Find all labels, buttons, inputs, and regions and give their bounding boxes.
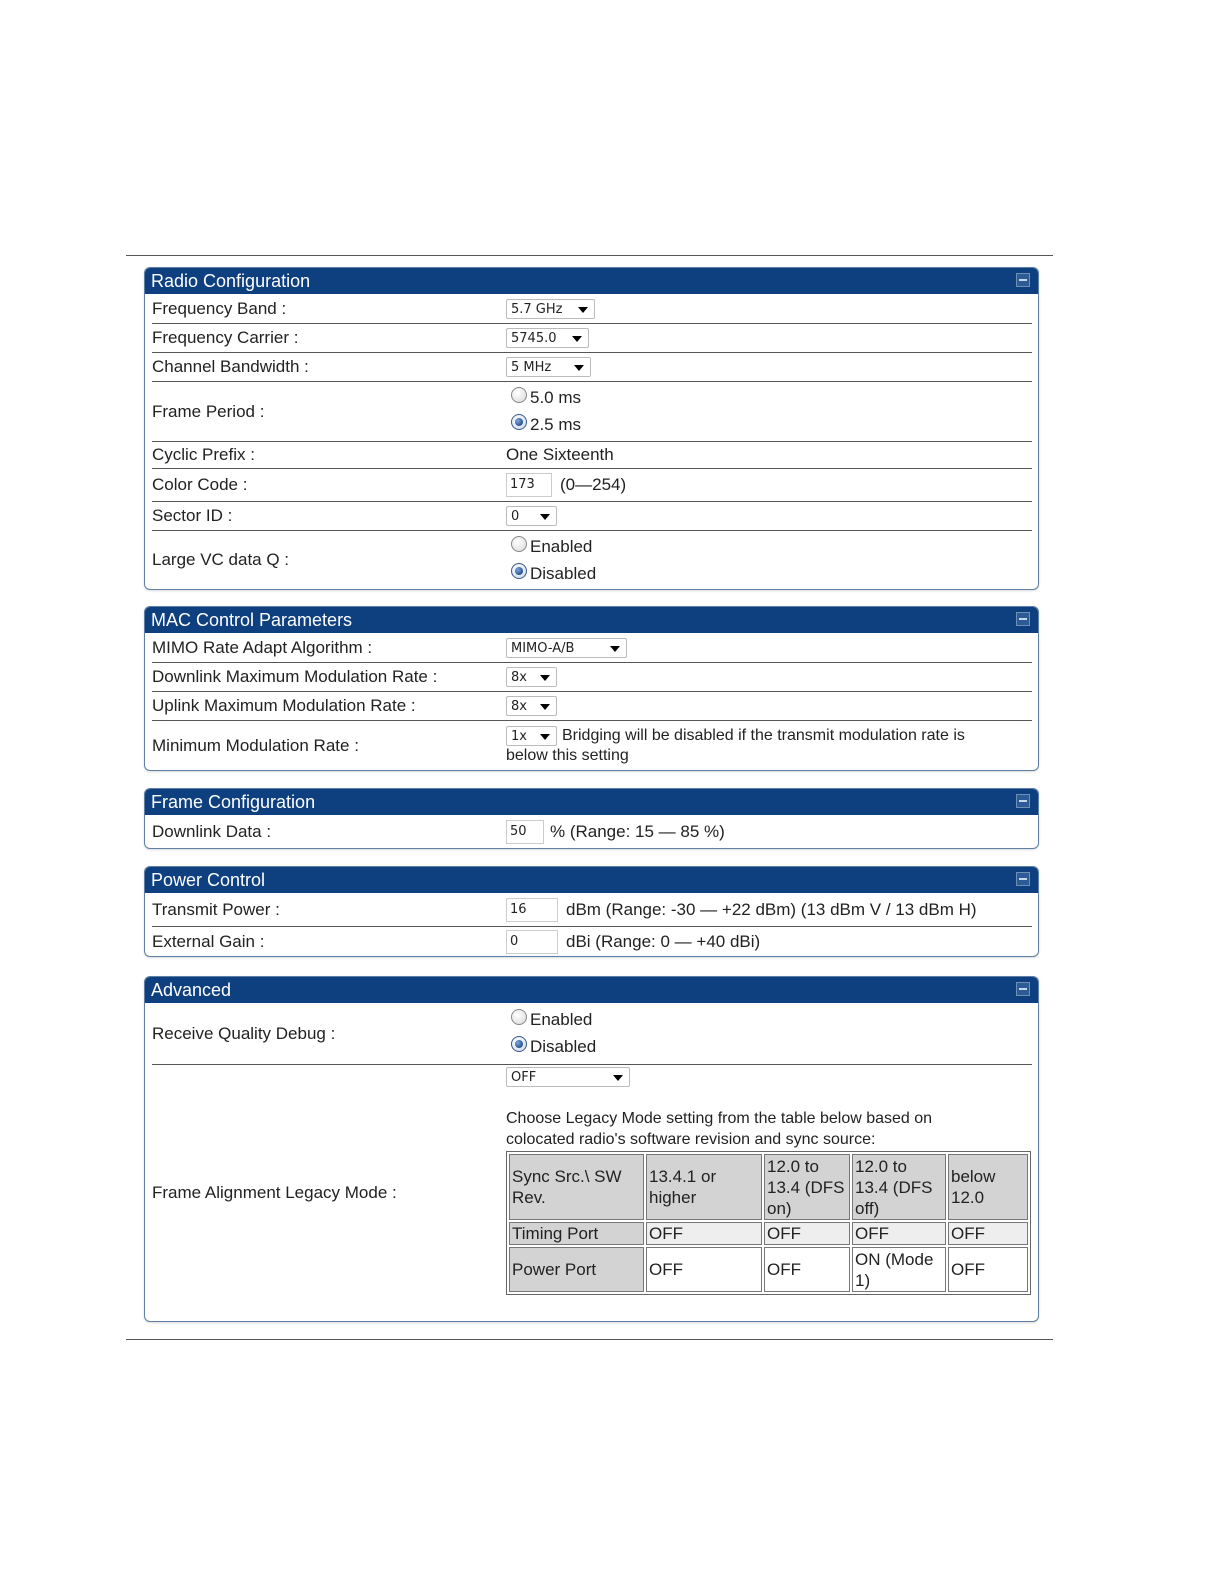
large-vc-disabled-option[interactable] — [506, 560, 596, 587]
color-code-row — [152, 469, 1032, 502]
rx-debug-disabled-option[interactable] — [506, 1034, 596, 1061]
field-label: Frame Period : — [152, 401, 265, 421]
field-label: Frame Alignment Legacy Mode : — [152, 1183, 397, 1202]
table-header-cell: Sync Src.\ SW Rev. — [509, 1154, 644, 1220]
table-header-cell: 13.4.1 or higher — [646, 1154, 762, 1220]
receive-quality-debug-row — [152, 1003, 1032, 1065]
select-value: MIMO-A/B — [511, 640, 575, 656]
frame-alignment-legacy-row — [152, 1065, 1032, 1321]
cyclic-prefix-value: One Sixteenth — [506, 445, 614, 464]
radio-label: Disabled — [530, 563, 597, 583]
table-cell: OFF — [948, 1247, 1028, 1292]
table-header-cell: 12.0 to 13.4 (DFS off) — [852, 1154, 946, 1220]
chevron-down-icon — [574, 365, 584, 371]
panel-header — [145, 977, 1038, 1003]
table-row-label: Power Port — [509, 1247, 644, 1292]
select-value: 0 — [511, 509, 520, 524]
panel-title: Frame Configuration — [151, 792, 316, 812]
select-value: 8x — [511, 670, 527, 685]
large-vc-row — [152, 531, 1032, 589]
table-header-row — [509, 1154, 1028, 1220]
table-row-label: Timing Port — [509, 1222, 644, 1245]
field-label: Downlink Data : — [152, 821, 272, 841]
field-label: Channel Bandwidth : — [152, 357, 309, 376]
uplink-max-mod-select[interactable] — [506, 696, 557, 716]
color-code-range: (0—254) — [560, 475, 627, 494]
legacy-mode-table — [506, 1151, 1031, 1295]
table-cell: OFF — [852, 1222, 946, 1245]
bottom-rule — [126, 1339, 1053, 1340]
external-gain-input[interactable]: 0 — [506, 930, 558, 954]
table-header-cell: below 12.0 — [948, 1154, 1028, 1220]
advanced-panel — [144, 976, 1039, 1322]
radio-label: 2.5 ms — [530, 415, 582, 434]
field-label: Cyclic Prefix : — [152, 445, 255, 464]
radio-label: Disabled — [530, 1037, 597, 1056]
table-header-cell: 12.0 to 13.4 (DFS on) — [764, 1154, 850, 1220]
radio-button[interactable] — [511, 1009, 527, 1025]
min-mod-rate-select[interactable] — [506, 726, 557, 746]
downlink-max-mod-select[interactable] — [506, 667, 557, 687]
panel-title: Advanced — [151, 980, 232, 1000]
large-vc-enabled-option[interactable] — [506, 533, 592, 560]
sector-id-select[interactable] — [506, 506, 557, 526]
radio-button[interactable] — [511, 387, 527, 403]
select-value: 5.7 GHz — [511, 301, 563, 317]
sector-id-row — [152, 502, 1032, 531]
table-row — [509, 1222, 1028, 1245]
legacy-note-line2: colocated radio's software revision and sync source: — [506, 1131, 876, 1148]
chevron-down-icon — [610, 646, 620, 652]
legacy-note-line1: Choose Legacy Mode setting from the table below based on — [506, 1110, 933, 1127]
table-cell: ON (Mode 1) — [852, 1247, 946, 1292]
collapse-icon[interactable] — [1016, 872, 1030, 886]
mac-control-panel — [144, 606, 1039, 771]
frequency-carrier-row — [152, 324, 1032, 353]
panel-header — [145, 789, 1038, 815]
cyclic-prefix-row — [152, 442, 1032, 469]
chevron-down-icon — [572, 336, 582, 342]
panel-title: Radio Configuration — [151, 271, 311, 291]
radio-label: Enabled — [530, 536, 593, 556]
collapse-icon[interactable] — [1016, 273, 1030, 287]
panel-header — [145, 607, 1038, 633]
radio-button[interactable] — [511, 536, 527, 552]
select-value: OFF — [511, 1070, 537, 1085]
radio-button-selected[interactable] — [511, 563, 527, 579]
frequency-band-row — [152, 294, 1032, 324]
min-mod-note-line2: below this setting — [506, 747, 629, 764]
frame-period-row — [152, 382, 1032, 442]
radio-button-selected[interactable] — [511, 1036, 527, 1052]
field-label: Frequency Carrier : — [152, 328, 299, 347]
chevron-down-icon — [578, 307, 588, 313]
mimo-rate-select[interactable] — [506, 638, 627, 658]
field-label: Minimum Modulation Rate : — [152, 735, 359, 755]
downlink-data-range: % (Range: 15 — 85 %) — [550, 821, 725, 841]
radio-configuration-panel — [144, 267, 1039, 590]
field-label: Frequency Band : — [152, 298, 287, 318]
table-cell: OFF — [646, 1247, 762, 1292]
radio-label: 5.0 ms — [530, 388, 582, 407]
external-gain-row — [152, 927, 1032, 956]
top-rule — [126, 255, 1053, 256]
table-cell: OFF — [764, 1222, 850, 1245]
channel-bandwidth-select[interactable] — [506, 357, 591, 377]
frame-period-option-5ms[interactable] — [506, 385, 581, 412]
chevron-down-icon — [540, 704, 550, 710]
table-row — [509, 1247, 1028, 1292]
field-label: Uplink Maximum Modulation Rate : — [152, 696, 416, 715]
table-cell: OFF — [764, 1247, 850, 1292]
panel-header — [145, 867, 1038, 893]
field-label: External Gain : — [152, 931, 265, 951]
radio-button-selected[interactable] — [511, 414, 527, 430]
field-label: Receive Quality Debug : — [152, 1023, 336, 1043]
color-code-input[interactable]: 173 — [506, 473, 552, 497]
channel-bandwidth-row — [152, 353, 1032, 382]
panel-title: Power Control — [151, 870, 266, 890]
downlink-data-input[interactable]: 50 — [506, 820, 544, 844]
field-label: Transmit Power : — [152, 899, 280, 919]
field-label: MIMO Rate Adapt Algorithm : — [152, 637, 373, 657]
select-value: 1x — [511, 729, 527, 744]
panel-header — [145, 268, 1038, 294]
field-label: Downlink Maximum Modulation Rate : — [152, 667, 438, 686]
frequency-band-select[interactable] — [506, 299, 595, 319]
select-value: 8x — [511, 699, 527, 714]
mimo-rate-row — [152, 633, 1032, 663]
downlink-max-mod-row — [152, 663, 1032, 692]
frame-period-option-2-5ms[interactable] — [506, 412, 581, 439]
downlink-data-row — [152, 815, 1032, 848]
external-gain-range: dBi (Range: 0 — +40 dBi) — [566, 931, 761, 951]
field-label: Sector ID : — [152, 506, 233, 525]
chevron-down-icon — [540, 675, 550, 681]
transmit-power-row — [152, 893, 1032, 927]
power-control-panel — [144, 866, 1039, 957]
field-label: Color Code : — [152, 475, 248, 494]
collapse-icon[interactable] — [1016, 982, 1030, 996]
frequency-carrier-select[interactable] — [506, 328, 589, 348]
frame-configuration-panel — [144, 788, 1039, 849]
panel-title: MAC Control Parameters — [151, 610, 353, 630]
select-value: 5745.0 — [511, 331, 557, 346]
chevron-down-icon — [540, 514, 550, 520]
radio-label: Enabled — [530, 1010, 593, 1029]
collapse-icon[interactable] — [1016, 794, 1030, 808]
select-value: 5 MHz — [511, 360, 552, 375]
collapse-icon[interactable] — [1016, 612, 1030, 626]
field-label: Large VC data Q : — [152, 550, 290, 569]
legacy-mode-select[interactable] — [506, 1067, 630, 1087]
min-mod-note-line1: Bridging will be disabled if the transmit modulation rate is — [562, 727, 965, 744]
transmit-power-range: dBm (Range: -30 — +22 dBm) (13 dBm V / 13 dBm H) — [566, 899, 977, 919]
min-mod-rate-row — [152, 721, 1032, 770]
transmit-power-input[interactable]: 16 — [506, 898, 558, 922]
rx-debug-enabled-option[interactable] — [506, 1007, 592, 1034]
table-cell: OFF — [948, 1222, 1028, 1245]
uplink-max-mod-row — [152, 692, 1032, 721]
chevron-down-icon — [613, 1075, 623, 1081]
table-cell: OFF — [646, 1222, 762, 1245]
chevron-down-icon — [540, 734, 550, 740]
